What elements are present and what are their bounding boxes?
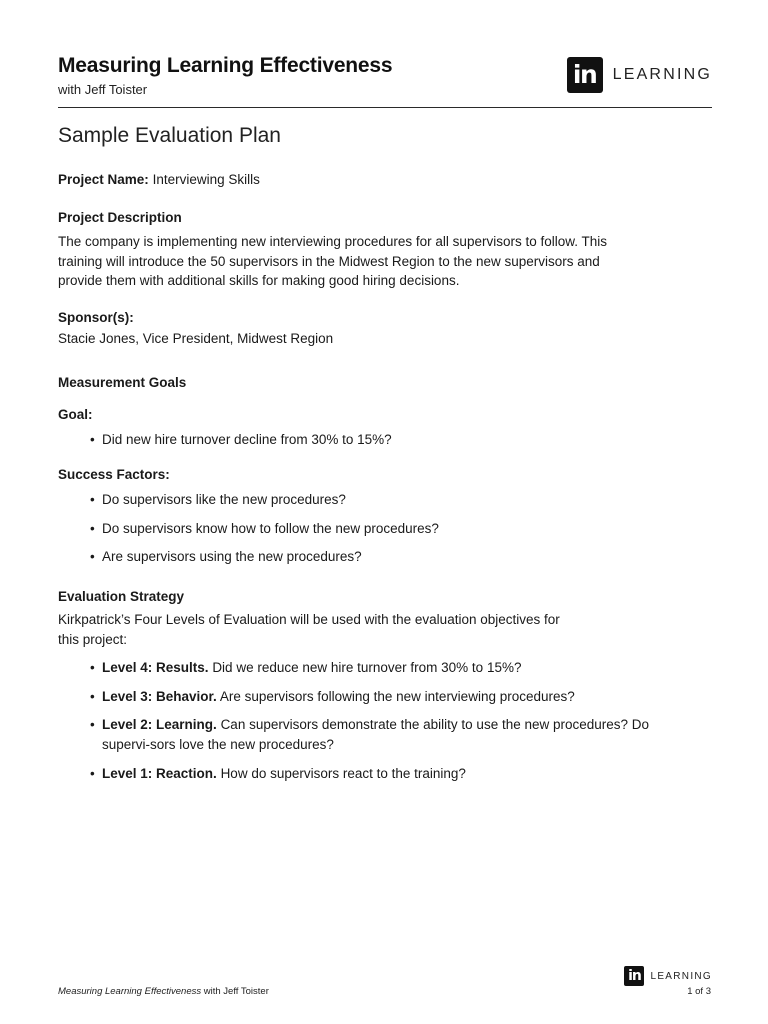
description-line: provide them with additional skills for making good hiring decisions. [58,273,460,288]
list-item: • Do supervisors know how to follow the new procedures? [90,521,439,550]
success-factors-heading: Success Factors: [58,467,170,482]
plan-title: Sample Evaluation Plan [58,124,281,147]
level-label: Level 4: Results. [102,660,209,675]
footer-course-author: with Jeff Toister [203,986,269,997]
document-header [58,54,712,108]
level-text: Did we reduce new hire turnover from 30% to 15%? [212,660,522,675]
intro-line: Kirkpatrick’s Four Levels of Evaluation will be used with the evaluation objectives for [58,612,560,627]
logo-wordmark: LEARNING [612,66,712,83]
document-author: with Jeff Toister [58,82,148,97]
evaluation-levels-list [90,658,700,793]
level-text: How do supervisors react to the training? [220,766,466,781]
description-line: The company is implementing new interviewing procedures for all supervisors to follow. This [58,234,607,249]
evaluation-strategy-heading: Evaluation Strategy [58,589,185,604]
list-item: • Did new hire turnover decline from 30% to 15%? [90,432,392,447]
intro-line: this project: [58,631,128,647]
linkedin-learning-logo [567,57,712,93]
page-number: 1 of 3 [687,986,711,997]
footer-course-credit [58,986,269,997]
project-name-label: Project Name: [58,172,149,187]
project-name-value: Interviewing Skills [152,172,260,187]
level-text: Can supervisors demonstrate the ability to use the new procedures? Do supervi-sors love the new procedures? [102,717,650,752]
linkedin-icon: in [567,57,603,93]
footer-logo [624,966,712,986]
description-line: training will introduce the 50 supervisors in the Midwest Region to the new supervisors and [58,253,600,269]
success-factors-list [90,492,439,578]
measurement-goals-heading: Measurement Goals [58,375,187,390]
level-label: Level 2: Learning. [102,717,217,732]
level-item [90,658,700,687]
footer-logo-wordmark: LEARNING [650,970,712,982]
goal-list [90,432,392,447]
level-item [90,687,700,716]
project-description-text [58,232,628,291]
sponsors-heading: Sponsor(s): [58,310,134,325]
level-label: Level 1: Reaction. [102,766,217,781]
level-item [90,715,700,764]
goal-heading: Goal: [58,407,93,422]
project-description-heading: Project Description [58,210,182,225]
sponsors-value: Stacie Jones, Vice President, Midwest Region [58,331,334,346]
level-text: Are supervisors following the new interviewing procedures? [219,688,575,704]
linkedin-icon: in [624,966,644,986]
level-label: Level 3: Behavior. [102,688,217,704]
footer-course-title: Measuring Learning Effectiveness [58,986,202,997]
list-item: • Do supervisors like the new procedures? [90,492,439,521]
evaluation-strategy-intro [58,610,628,649]
document-title: Measuring Learning Effectiveness [58,54,393,77]
level-item [90,764,700,793]
project-name-row [58,172,260,187]
list-item: • Are supervisors using the new procedures? [90,549,439,578]
